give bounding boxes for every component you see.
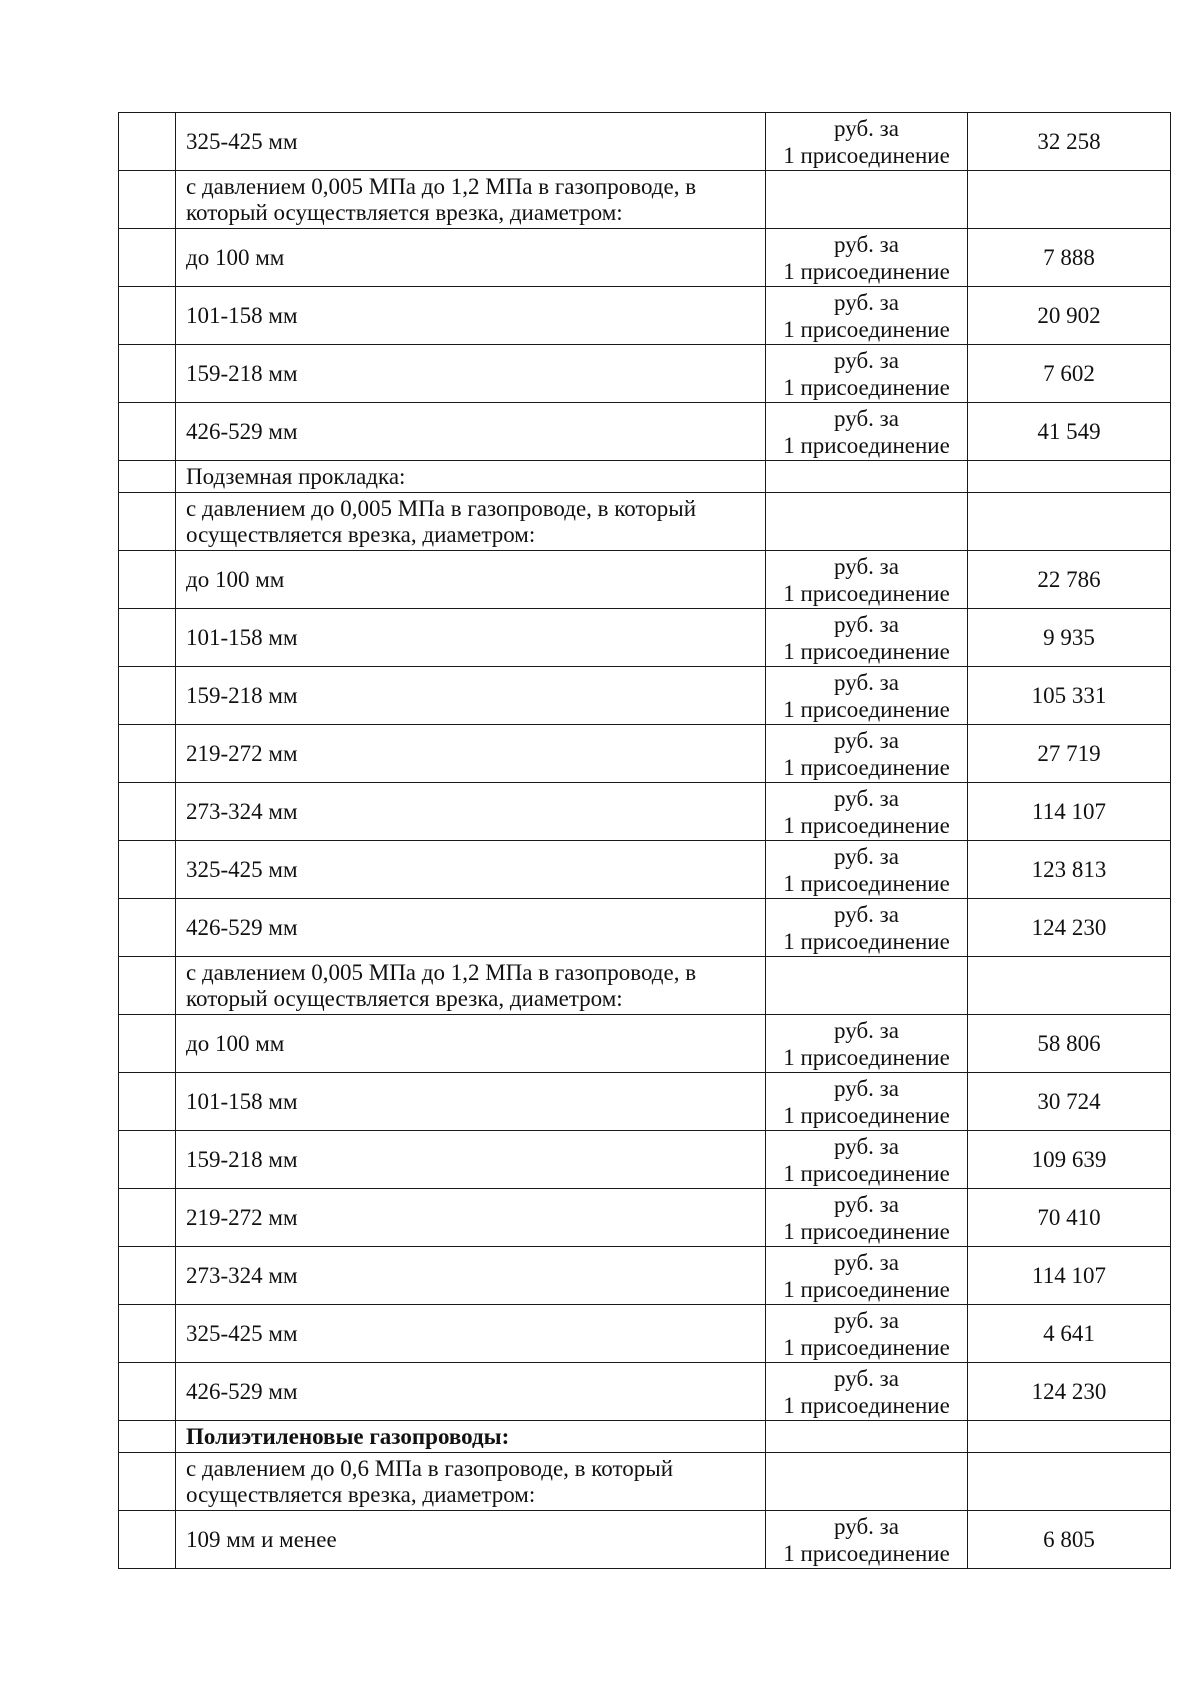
row-unit: руб. за 1 присоединение: [766, 287, 968, 345]
row-price: [968, 493, 1171, 551]
row-unit: руб. за 1 присоединение: [766, 1131, 968, 1189]
row-description: 219-272 мм: [176, 725, 766, 783]
row-unit: [766, 957, 968, 1015]
row-unit: руб. за 1 присоединение: [766, 345, 968, 403]
row-price: 9 935: [968, 609, 1171, 667]
table-row: [119, 1015, 1171, 1073]
row-price: [968, 171, 1171, 229]
row-description: 159-218 мм: [176, 667, 766, 725]
row-number-cell: [119, 551, 176, 609]
row-number-cell: [119, 403, 176, 461]
table-row: [119, 1247, 1171, 1305]
row-number-cell: [119, 841, 176, 899]
table-row: [119, 229, 1171, 287]
row-number-cell: [119, 725, 176, 783]
row-price: [968, 1453, 1171, 1511]
row-number-cell: [119, 1421, 176, 1453]
row-unit: руб. за 1 присоединение: [766, 1363, 968, 1421]
row-price: 124 230: [968, 1363, 1171, 1421]
row-price: 124 230: [968, 899, 1171, 957]
row-price: 22 786: [968, 551, 1171, 609]
row-number-cell: [119, 461, 176, 493]
row-price: 114 107: [968, 1247, 1171, 1305]
row-unit: [766, 1421, 968, 1453]
table-row: [119, 345, 1171, 403]
row-description: до 100 мм: [176, 1015, 766, 1073]
row-price: 105 331: [968, 667, 1171, 725]
table-row: [119, 1073, 1171, 1131]
row-description: 426-529 мм: [176, 403, 766, 461]
row-description: 219-272 мм: [176, 1189, 766, 1247]
row-unit: руб. за 1 присоединение: [766, 403, 968, 461]
table-row: [119, 1131, 1171, 1189]
row-description: Полиэтиленовые газопроводы:: [176, 1421, 766, 1453]
row-unit: руб. за 1 присоединение: [766, 609, 968, 667]
row-number-cell: [119, 493, 176, 551]
row-description: 101-158 мм: [176, 609, 766, 667]
table-row: [119, 403, 1171, 461]
row-description: 273-324 мм: [176, 783, 766, 841]
row-unit: руб. за 1 присоединение: [766, 841, 968, 899]
row-unit: руб. за 1 присоединение: [766, 725, 968, 783]
table-row: [119, 493, 1171, 551]
row-unit: [766, 171, 968, 229]
table-row: [119, 461, 1171, 493]
row-unit: [766, 1453, 968, 1511]
row-price: 114 107: [968, 783, 1171, 841]
row-unit: руб. за 1 присоединение: [766, 1189, 968, 1247]
row-description: 325-425 мм: [176, 1305, 766, 1363]
table-row: [119, 287, 1171, 345]
table-row: [119, 1189, 1171, 1247]
table-row: [119, 1453, 1171, 1511]
table-row: [119, 551, 1171, 609]
table-row: [119, 957, 1171, 1015]
row-number-cell: [119, 287, 176, 345]
table-row: [119, 899, 1171, 957]
row-price: 6 805: [968, 1511, 1171, 1569]
row-description: 325-425 мм: [176, 113, 766, 171]
table-row: [119, 725, 1171, 783]
row-price: 27 719: [968, 725, 1171, 783]
row-number-cell: [119, 171, 176, 229]
row-unit: руб. за 1 присоединение: [766, 1511, 968, 1569]
tariff-table: [118, 112, 1171, 1569]
row-unit: руб. за 1 присоединение: [766, 551, 968, 609]
row-number-cell: [119, 113, 176, 171]
row-price: 7 602: [968, 345, 1171, 403]
row-price: 20 902: [968, 287, 1171, 345]
table-row: [119, 783, 1171, 841]
table-row: [119, 841, 1171, 899]
row-number-cell: [119, 1073, 176, 1131]
row-unit: [766, 493, 968, 551]
table-row: [119, 667, 1171, 725]
row-price: 70 410: [968, 1189, 1171, 1247]
row-price: 58 806: [968, 1015, 1171, 1073]
row-price: 30 724: [968, 1073, 1171, 1131]
table-row: [119, 113, 1171, 171]
row-number-cell: [119, 609, 176, 667]
row-number-cell: [119, 1511, 176, 1569]
row-number-cell: [119, 783, 176, 841]
row-number-cell: [119, 1131, 176, 1189]
row-price: 123 813: [968, 841, 1171, 899]
row-description: 426-529 мм: [176, 1363, 766, 1421]
row-description: с давлением до 0,005 МПа в газопроводе, в который осуществляется врезка, диаметром:: [176, 493, 766, 551]
row-unit: руб. за 1 присоединение: [766, 113, 968, 171]
row-description: 325-425 мм: [176, 841, 766, 899]
table-row: [119, 1305, 1171, 1363]
row-price: 7 888: [968, 229, 1171, 287]
row-unit: руб. за 1 присоединение: [766, 899, 968, 957]
row-description: 159-218 мм: [176, 1131, 766, 1189]
table-row: [119, 171, 1171, 229]
table-row: [119, 1511, 1171, 1569]
tariff-table-body: [119, 113, 1171, 1569]
row-price: 4 641: [968, 1305, 1171, 1363]
row-description: Подземная прокладка:: [176, 461, 766, 493]
row-number-cell: [119, 345, 176, 403]
row-number-cell: [119, 1189, 176, 1247]
table-row: [119, 1363, 1171, 1421]
row-unit: руб. за 1 присоединение: [766, 1305, 968, 1363]
row-price: [968, 957, 1171, 1015]
row-description: 109 мм и менее: [176, 1511, 766, 1569]
row-number-cell: [119, 1453, 176, 1511]
row-number-cell: [119, 667, 176, 725]
table-row: [119, 1421, 1171, 1453]
row-number-cell: [119, 1305, 176, 1363]
row-unit: [766, 461, 968, 493]
row-description: 426-529 мм: [176, 899, 766, 957]
table-row: [119, 609, 1171, 667]
row-number-cell: [119, 899, 176, 957]
row-number-cell: [119, 229, 176, 287]
row-description: до 100 мм: [176, 229, 766, 287]
row-unit: руб. за 1 присоединение: [766, 1247, 968, 1305]
row-description: 159-218 мм: [176, 345, 766, 403]
row-unit: руб. за 1 присоединение: [766, 783, 968, 841]
row-description: до 100 мм: [176, 551, 766, 609]
row-price: [968, 1421, 1171, 1453]
row-price: 109 639: [968, 1131, 1171, 1189]
row-price: 41 549: [968, 403, 1171, 461]
row-description: с давлением 0,005 МПа до 1,2 МПа в газопроводе, в который осуществляется врезка, диаметром:: [176, 957, 766, 1015]
row-unit: руб. за 1 присоединение: [766, 1073, 968, 1131]
row-description: 101-158 мм: [176, 287, 766, 345]
row-price: 32 258: [968, 113, 1171, 171]
row-number-cell: [119, 1015, 176, 1073]
row-unit: руб. за 1 присоединение: [766, 1015, 968, 1073]
row-description: 273-324 мм: [176, 1247, 766, 1305]
row-unit: руб. за 1 присоединение: [766, 667, 968, 725]
row-unit: руб. за 1 присоединение: [766, 229, 968, 287]
row-description: 101-158 мм: [176, 1073, 766, 1131]
row-number-cell: [119, 1247, 176, 1305]
row-number-cell: [119, 1363, 176, 1421]
row-number-cell: [119, 957, 176, 1015]
row-description: с давлением 0,005 МПа до 1,2 МПа в газопроводе, в который осуществляется врезка, диаметром:: [176, 171, 766, 229]
row-description: с давлением до 0,6 МПа в газопроводе, в который осуществляется врезка, диаметром:: [176, 1453, 766, 1511]
row-price: [968, 461, 1171, 493]
